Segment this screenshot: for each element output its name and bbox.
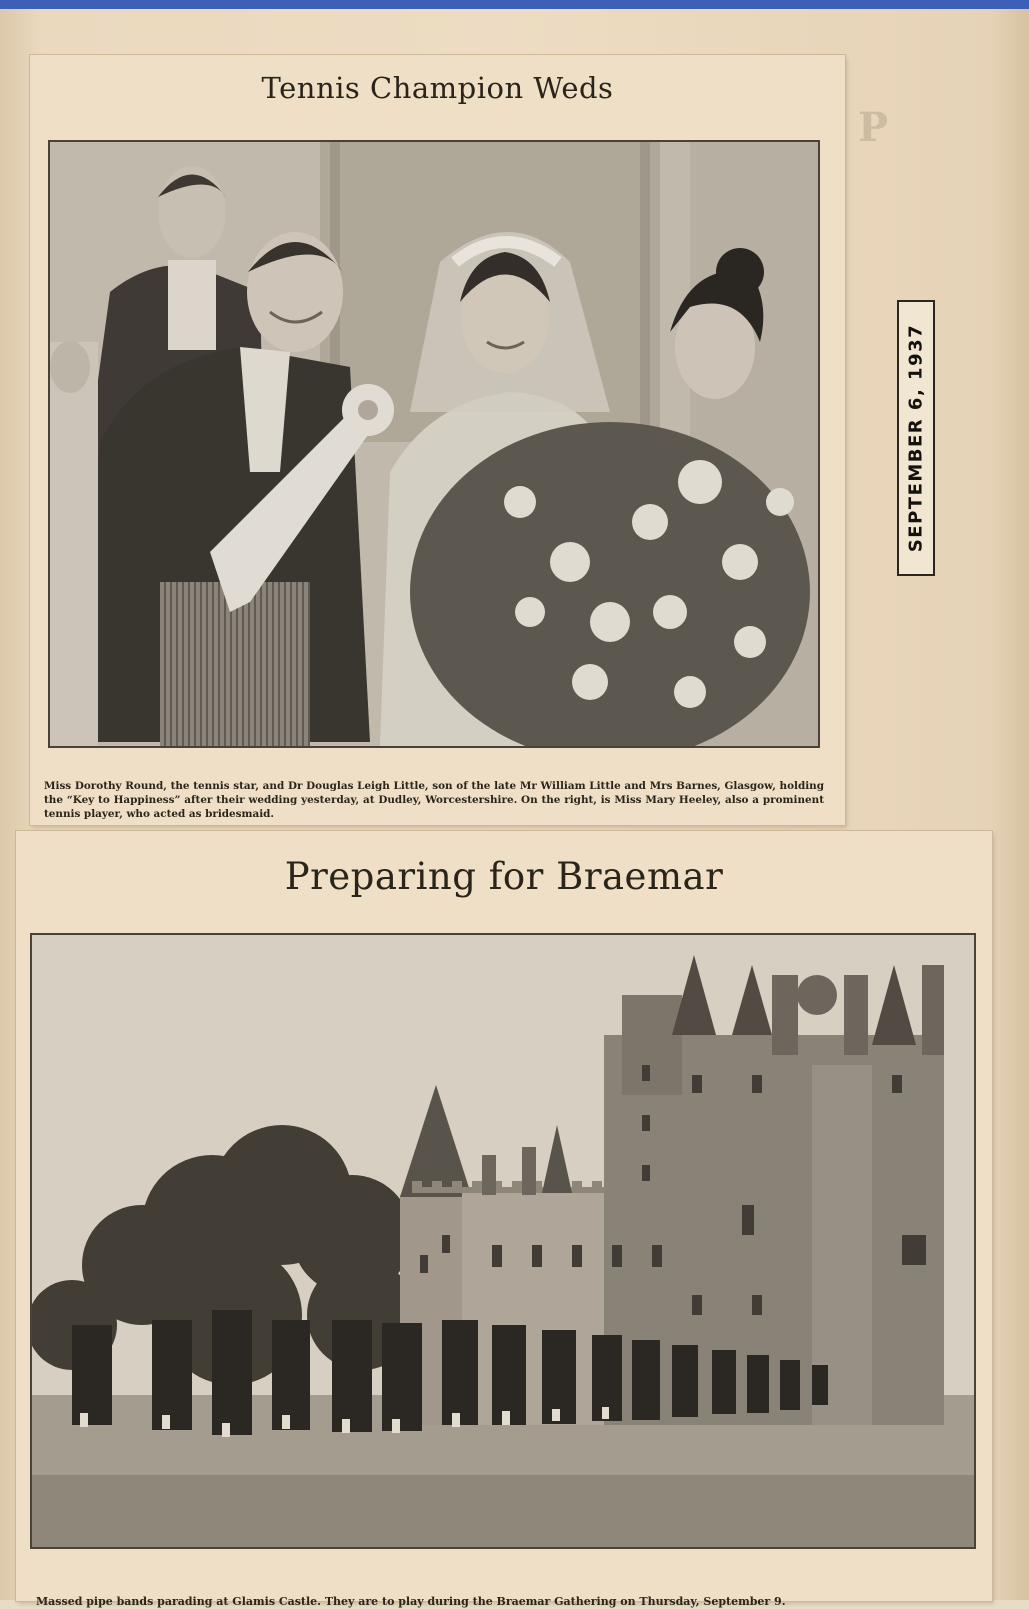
show-through-text: P [858,104,889,151]
wedding-caption: Miss Dorothy Round, the tennis star, and Dr Douglas Leigh Little, son of the late Mr William Little and Mrs Barnes, Glasgow, holding the “Key to Happiness” after their wedding yesterday, at Dudley, Worcestershire. On the right, is Miss Mary Heeley, also a prominent tennis player, who acted as bridesmaid. [44,780,824,820]
wedding-photo [48,140,820,748]
date-stamp-text: SEPTEMBER 6, 1937 [905,323,927,553]
braemar-clipping [16,831,992,1608]
braemar-headline: Preparing for Braemar [284,855,724,898]
date-stamp [897,300,935,576]
wedding-clipping [30,55,845,825]
glamis-castle-photo [30,933,976,1549]
braemar-caption: Massed pipe bands parading at Glamis Castle. They are to play during the Braemar Gathering on Thursday, September 9. [36,1595,786,1608]
scrapbook-page [0,9,1029,1608]
page-top-edge [0,0,1029,9]
wedding-headline: Tennis Champion Weds [261,71,614,105]
